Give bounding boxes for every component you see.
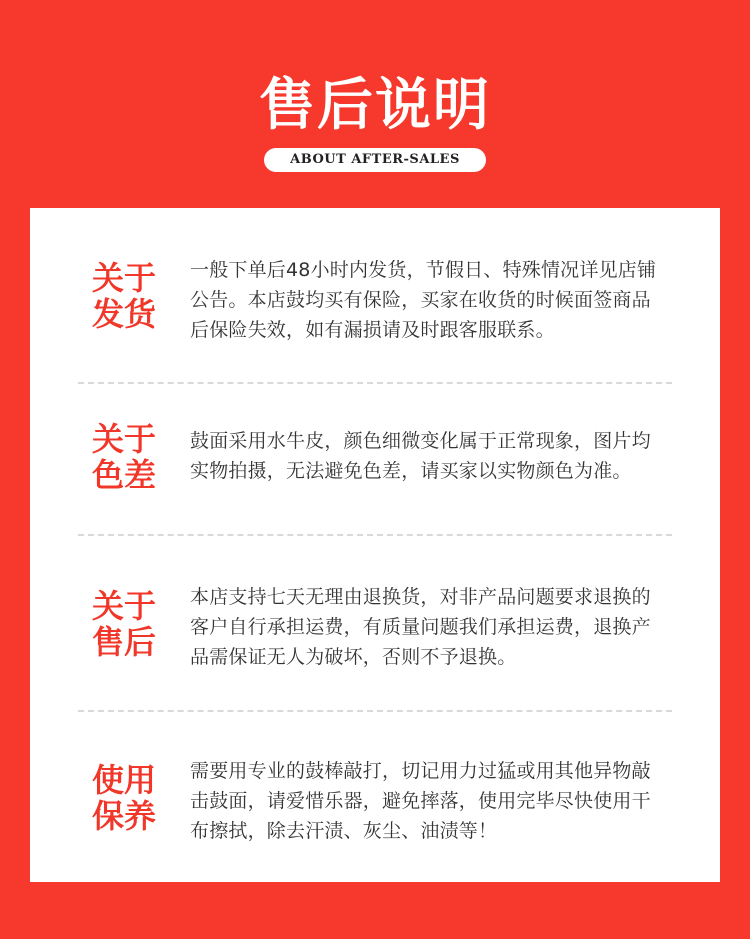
heading-line: 使用 [91,761,156,799]
divider [78,382,672,384]
heading-line: 关于 [91,587,156,625]
section-heading-shipping [82,260,166,332]
subtitle-pill: ABOUT AFTER-SALES [264,148,486,172]
heading-line: 色差 [91,456,156,494]
heading-line: 关于 [91,259,156,297]
section-text-maintenance: 需要用专业的鼓棒敲打，切记用力过猛或用其他异物敲击鼓面，请爱惜乐器，避免摔落，使用完毕尽快使用干布擦拭，除去汗渍、灰尘、油渍等！ [190,760,651,842]
section-heading-after-sales [82,588,166,660]
section-heading-color-difference [82,421,166,493]
section-text-after-sales: 本店支持七天无理由退换货，对非产品问题要求退换的客户自行承担运费，有质量问题我们承担运费，退换产品需保证无人为破坏，否则不予退换。 [190,586,651,668]
divider [78,534,672,536]
heading-line: 关于 [91,420,156,458]
heading-line: 售后 [91,623,156,661]
section-heading-maintenance [82,762,166,834]
divider [78,710,672,712]
section-text-color-difference: 鼓面采用水牛皮，颜色细微变化属于正常现象，图片均实物拍摄，无法避免色差，请买家以实物颜色为准。 [190,430,651,482]
section-text-shipping: 一般下单后48小时内发货，节假日、特殊情况详见店铺公告。本店鼓均买有保险，买家在收货的时候面签商品后保险失效，如有漏损请及时跟客服联系。 [190,259,657,341]
page-title: 售后说明 [259,72,491,138]
heading-line: 发货 [91,295,156,333]
heading-line: 保养 [91,797,156,835]
content-card [30,208,720,882]
